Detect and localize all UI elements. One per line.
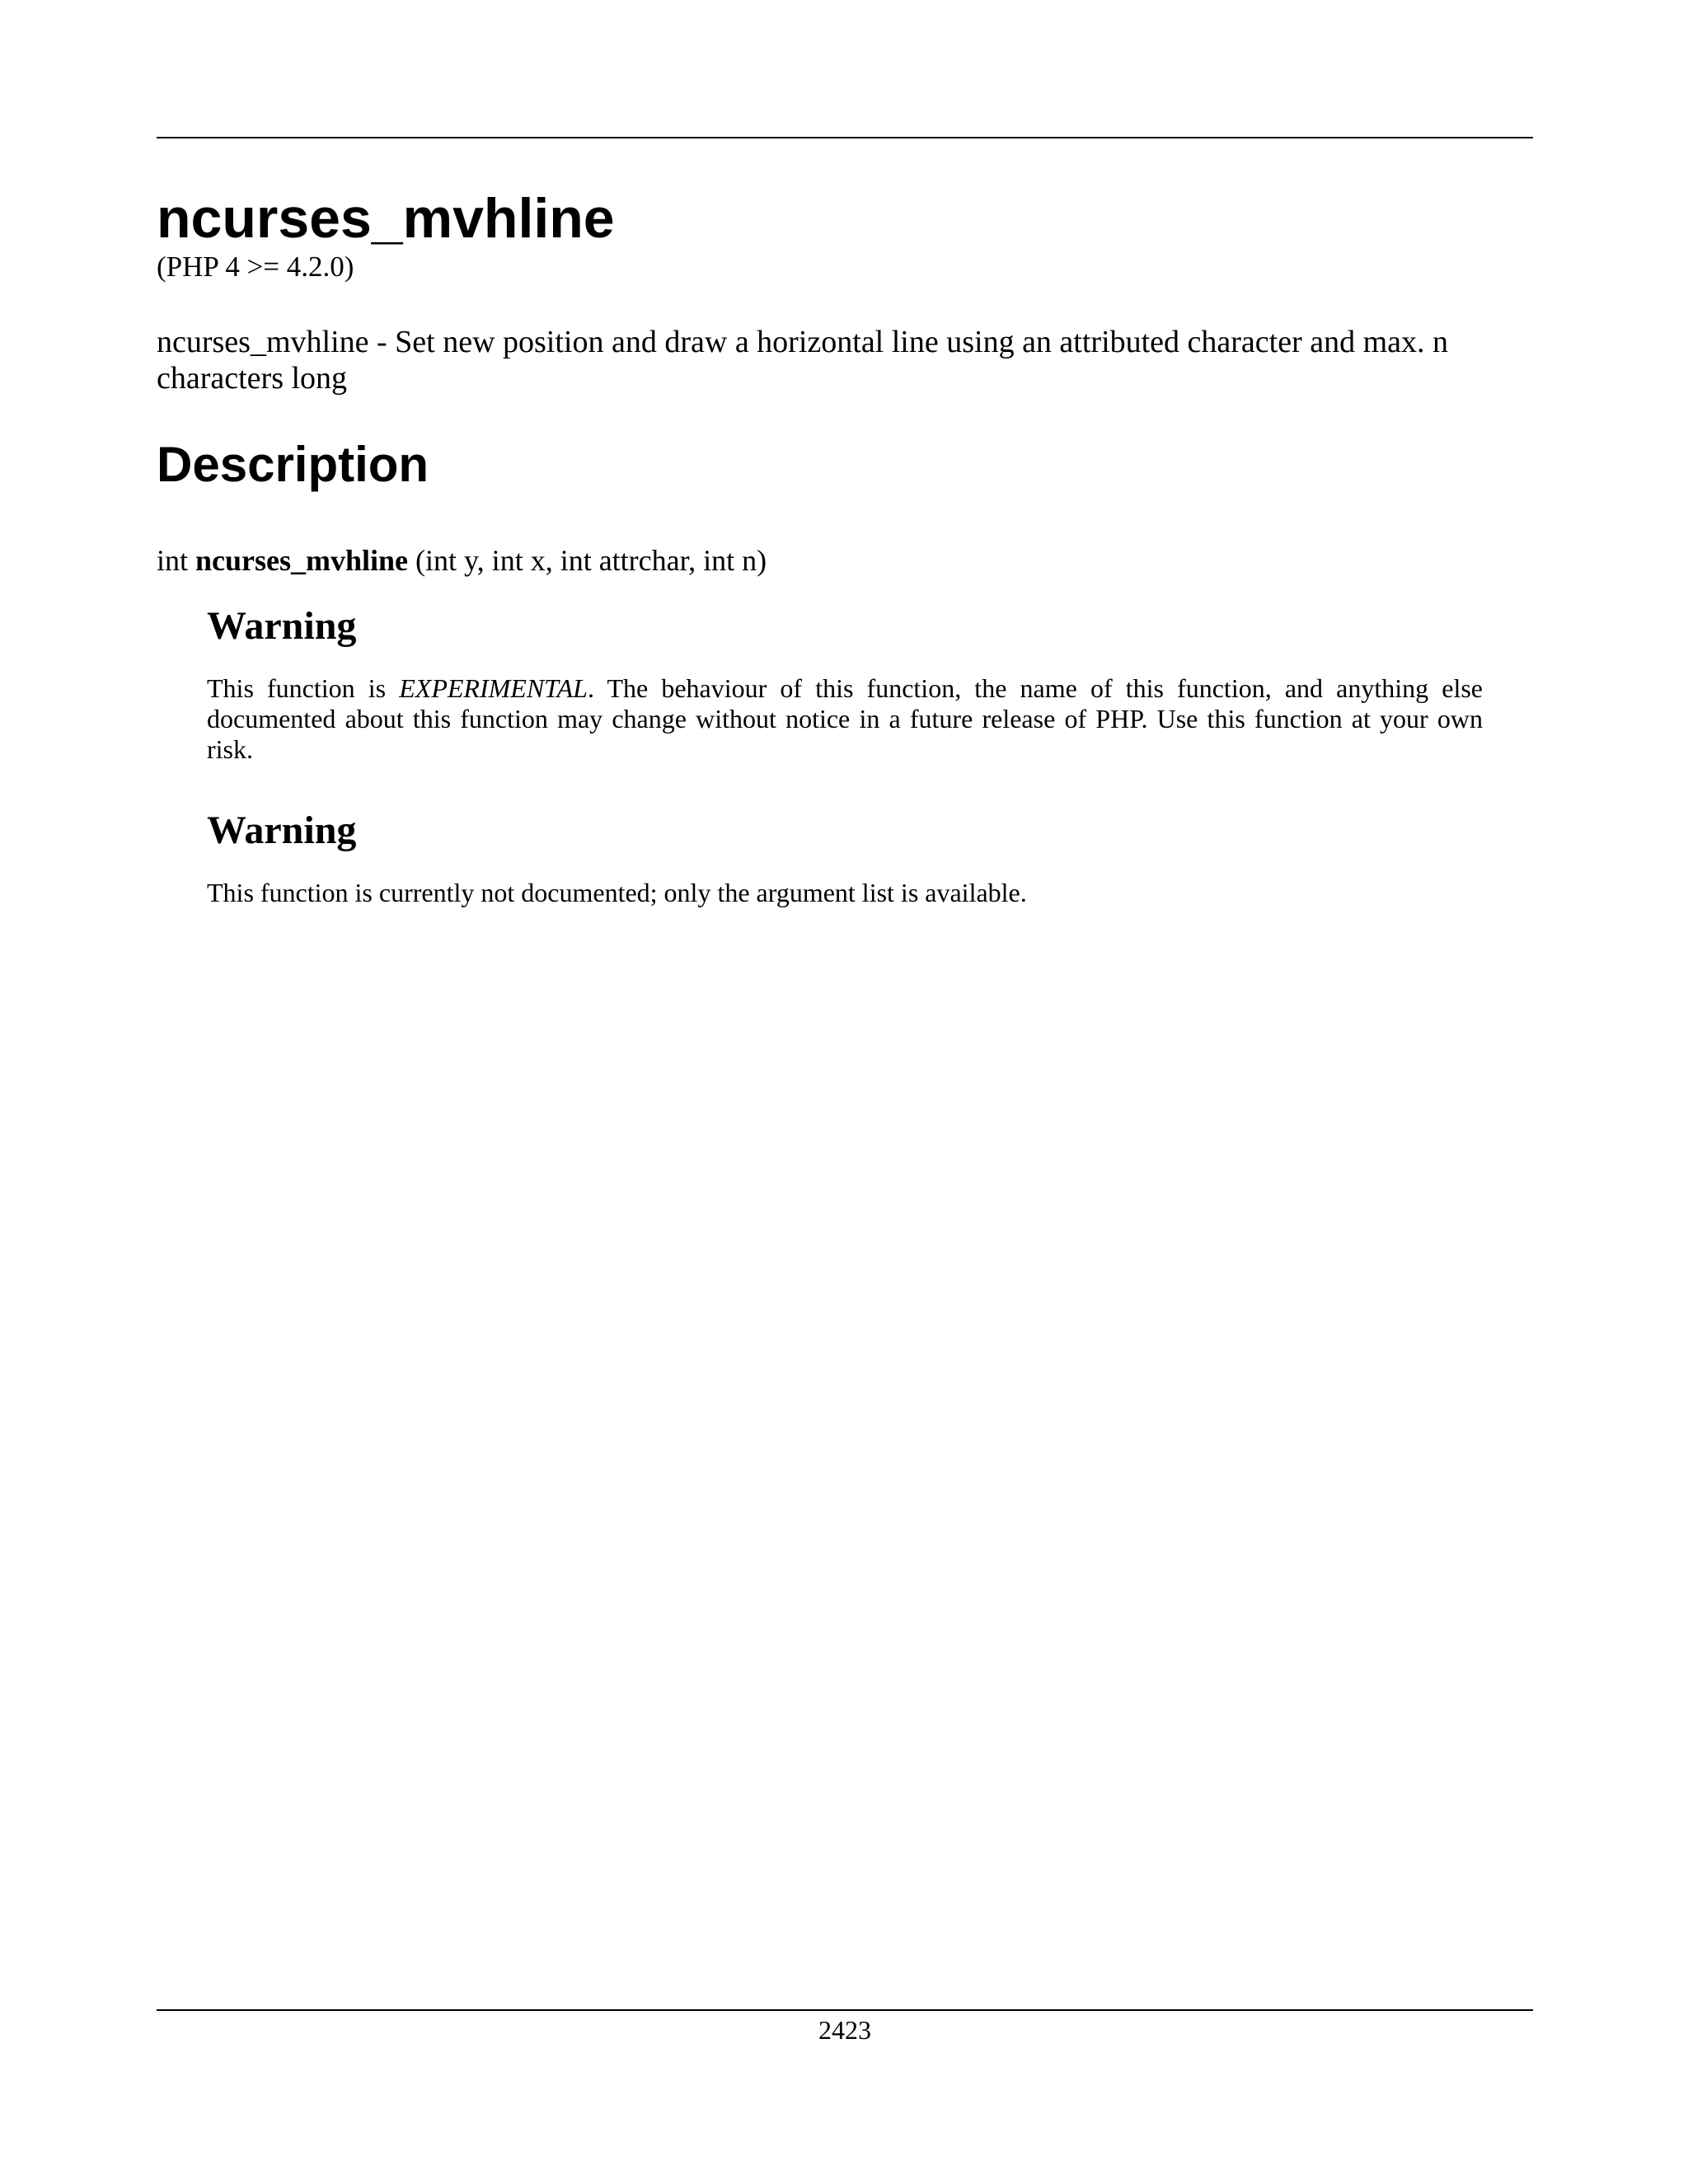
synopsis-function-name: ncurses_mvhline xyxy=(195,543,409,577)
undocumented-warning xyxy=(207,808,1483,908)
parameter-list: (int y, int x, int attrchar, int n) xyxy=(415,543,767,577)
version-info: (PHP 4 >= 4.2.0) xyxy=(157,250,354,283)
experimental-emphasis: EXPERIMENTAL xyxy=(399,673,588,704)
warning-title: Warning xyxy=(207,603,357,648)
page-content xyxy=(157,188,1533,908)
page-number: 2423 xyxy=(818,2015,871,2045)
function-purpose: ncurses_mvhline - Set new position and draw a horizontal line using an attributed character and max. n characters long xyxy=(157,324,1449,396)
return-type: int xyxy=(157,543,189,577)
warning-title: Warning xyxy=(207,808,357,853)
description-heading: Description xyxy=(157,436,429,492)
warning-text xyxy=(207,673,1483,765)
warning-text-start: This function is xyxy=(207,673,400,704)
experimental-warning xyxy=(207,603,1483,765)
warning-text-end: . The behaviour of this function, the name of this function, and anything else documented about this function may change without notice in a future release of PHP. Use this function at your own risk. xyxy=(207,673,1484,765)
function-synopsis xyxy=(157,543,1533,579)
warning-text: This function is currently not documented; only the argument list is available. xyxy=(207,878,1027,908)
function-title: ncurses_mvhline xyxy=(157,187,615,250)
header-rule xyxy=(157,137,1533,138)
footer-rule xyxy=(157,2009,1533,2011)
